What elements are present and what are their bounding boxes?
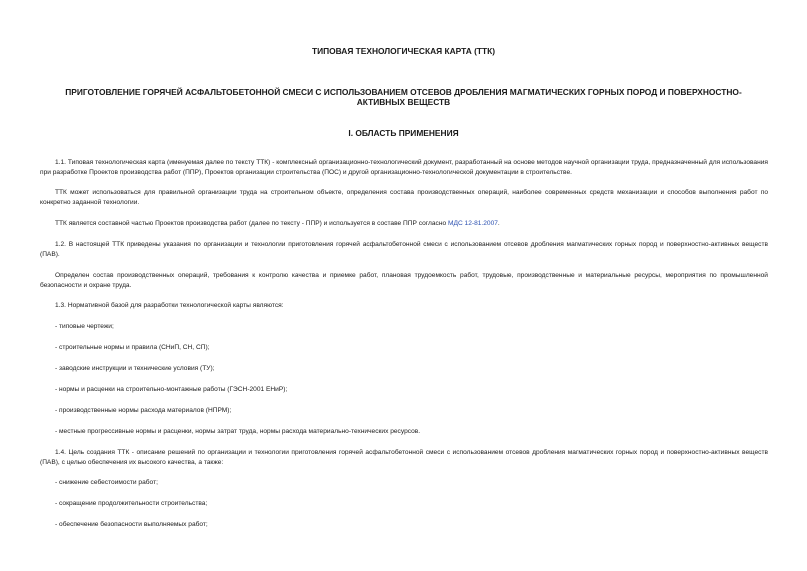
section-title: I. ОБЛАСТЬ ПРИМЕНЕНИЯ	[348, 128, 459, 138]
document-subtitle: ПРИГОТОВЛЕНИЕ ГОРЯЧЕЙ АСФАЛЬТОБЕТОННОЙ СМЕСИ С ИСПОЛЬЗОВАНИЕМ ОТСЕВОВ ДРОБЛЕНИЯ МАГМАТИЧЕСКИХ ГОРНЫХ ПОРОД И ПОВЕРХНОСТНО-АКТИВНЫХ ВЕЩЕСТВ	[65, 87, 742, 107]
list-item-norms-1: - типовые чертежи;	[55, 323, 114, 330]
paragraph-1-3: 1.3. Нормативной базой для разработки технологической карты являются:	[55, 302, 284, 309]
document-title: ТИПОВАЯ ТЕХНОЛОГИЧЕСКАЯ КАРТА (ТТК)	[311, 46, 496, 56]
paragraph-ttk-part-of-ppr	[40, 219, 768, 229]
list-item-norms-3: - заводские инструкции и технические условия (ТУ);	[55, 365, 215, 372]
list-item-goals-2: - сокращение продолжительности строительства;	[55, 500, 208, 507]
mds-link[interactable]: МДС 12-81.2007	[447, 220, 498, 227]
paragraph-end: .	[497, 220, 500, 227]
list-item-norms-5: - производственные нормы расхода материалов (НПРМ);	[55, 407, 232, 414]
list-item-goals-3: - обеспечение безопасности выполняемых работ;	[55, 521, 208, 528]
list-item-norms-4: - нормы и расценки на строительно-монтажные работы (ГЭСН-2001 ЕНиР);	[55, 386, 288, 393]
paragraph-ttk-usage: ТТК может использоваться для правильной организации труда на строительном объекте, определения состава производственных операций, наиболее современных средств механизации и способов выполнения работ по конкретно заданной технологии.	[40, 189, 768, 206]
paragraph-1-1: 1.1. Типовая технологическая карта (именуемая далее по тексту ТТК) - комплексный организационно-технологический документ, разработанный на основе методов научной организации труда, предназначенный для использования при разработке Проектов производства работ (ППР), Проектов организации строительства (ПОС) и другой организационно-технологической документации в строительстве.	[40, 159, 768, 176]
list-item-norms-6: - местные прогрессивные нормы и расценки, нормы затрат труда, нормы расхода материально-технических ресурсов.	[55, 428, 421, 435]
paragraph-1-4: 1.4. Цель создания ТТК - описание решений по организации и технологии приготовления горячей асфальтобетонной смеси с использованием отсевов дробления магматических горных пород и поверхностно-активных веществ (ПАВ), с целью обеспечения их высокого качества, а также:	[40, 449, 768, 466]
paragraph-text: ТТК является составной частью Проектов производства работ (далее по тексту - ППР) и используется в составе ППР согласно	[55, 220, 448, 227]
list-item-goals-1: - снижение себестоимости работ;	[55, 479, 158, 486]
paragraph-1-2: 1.2. В настоящей ТТК приведены указания по организации и технологии приготовления горячей асфальтобетонной смеси с использованием отсевов дробления магматических горных пород и поверхностно-активных веществ (ПАВ).	[40, 241, 768, 258]
paragraph-operations: Определен состав производственных операций, требования к контролю качества и приемке работ, плановая трудоемкость работ, трудовые, производственные и материальные ресурсы, мероприятия по промышленной безопасности и охране труда.	[40, 272, 768, 289]
list-item-norms-2: - строительные нормы и правила (СНиП, СН, СП);	[55, 344, 210, 351]
